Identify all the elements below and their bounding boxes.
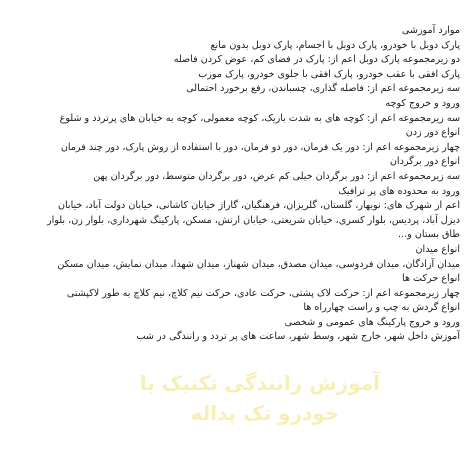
section-heading: ورود و خروج کوچه [385, 97, 460, 109]
text-line: انواع گردش به چپ و راست چهارراه ها [303, 302, 460, 314]
text-line: آموزش داخل شهر، خارج شهر، وسط شهر، ساعت های پر تردد و رانندگی در شب [136, 331, 460, 343]
text-line: پارک دوبل با خودرو، پارک دوبل با اجسام، پارک دوبل بدون مانع [210, 39, 460, 51]
text-line: سه زیرمجموعه اعم از: دور برگردان خیلی کم عرض، دور برگردان متوسط، دور برگردان پهن [93, 170, 460, 182]
text-line: چهار زیرمجموعه اعم از: حرکت لاک پشتی، حرکت عادی، حرکت نیم کلاچ، نیم کلاچ به طور لاکپشتی [66, 287, 460, 299]
watermark-line: خودرو تک پداله [190, 401, 340, 425]
text-line: دو زیرمجموعه پارک دوبل اعم از: پارک در فضای کم، عوض کردن فاصله [173, 54, 460, 66]
text-line: سه زیرمجموعه اعم از: کوچه های به شدت باریک، کوچه معمولی، کوچه به خیابان های پرتردد و شلوغ [59, 112, 460, 124]
text-line: سه زیرمجموعه اعم از: فاصله گذاری، چسباندن، رفع برخورد احتمالی [186, 83, 460, 95]
document-heading: موارد آموزشی [401, 25, 460, 36]
watermark [139, 368, 380, 428]
document-body [10, 24, 460, 345]
section-heading: انواع میدان [415, 243, 460, 255]
section-heading: ورود به محدوده های پر ترافیک [338, 185, 460, 197]
section-heading: انواع دور زدن [405, 127, 460, 139]
text-line: پارک افقی با عقب خودرو، پارک افقی با جلوی خودرو، پارک مورب [198, 68, 460, 80]
text-line: دیزل آباد، پردیس، بلوار کسری، خیابان شریعتی، خیابان ارتش، مسکن، پارکینگ شهرداری، بلوار زن، بلوار [46, 214, 460, 226]
text-line: اعم از شهرک های: نوبهار، گلستان، گلریزان، فرهنگیان، گاراژ خیابان کاشانی، خیابان دولت آباد، خیابان [57, 200, 460, 212]
text-line: طاق بستان و... [398, 229, 460, 241]
text-line: میدان آزادگان، میدان فردوسی، میدان مصدق، میدان شهناز، میدان شهدا، میدان نمایش، میدان مسکن [57, 258, 460, 270]
watermark-line: آموزش رانندگی تکنیک با [139, 371, 380, 395]
text-line: ورود و خروج پارکینگ های عمومی و شخصی [284, 316, 460, 328]
section-heading: انواع دور برگردان [389, 156, 460, 168]
text-line: چهار زیرمجموعه اعم از: دور یک فرمان، دور دو فرمان، دور با استفاده از روش پارک، دور چند فرمان [60, 141, 460, 153]
section-heading: انواع حرکت ها [402, 273, 460, 285]
